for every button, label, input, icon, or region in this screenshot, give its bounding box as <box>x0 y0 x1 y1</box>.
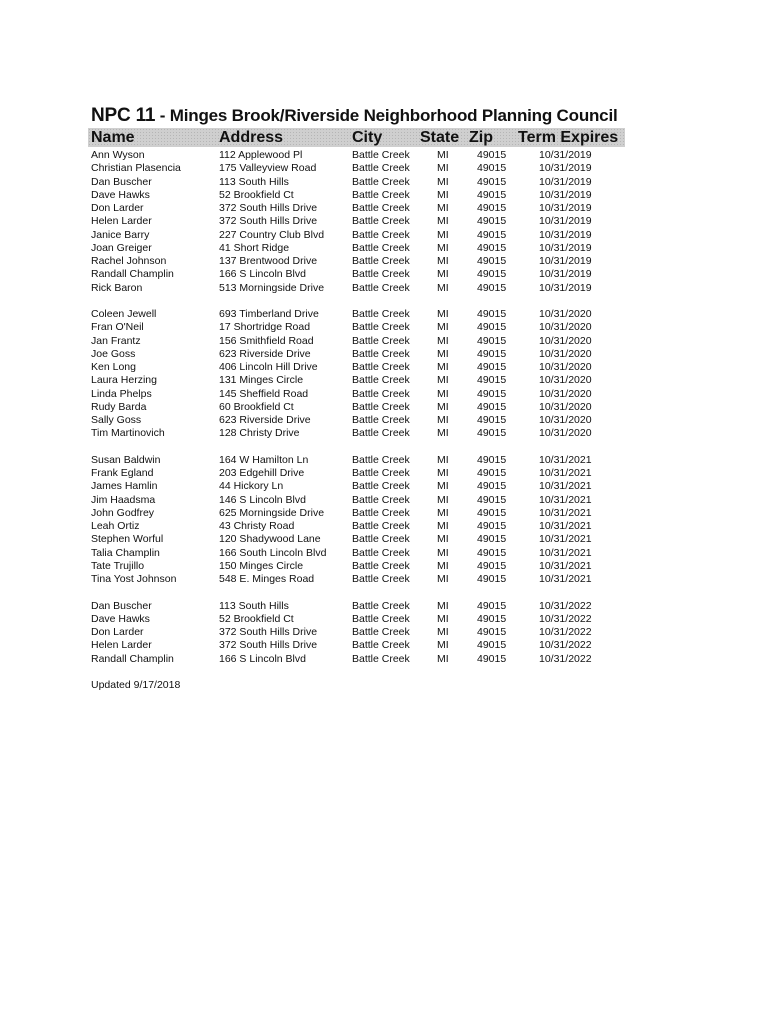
member-address: 372 South Hills Drive <box>219 626 318 638</box>
member-zip: 49015 <box>477 255 507 267</box>
member-term-expires: 10/31/2021 <box>539 520 592 532</box>
member-term-expires: 10/31/2021 <box>539 573 592 585</box>
member-name: Susan Baldwin <box>91 453 161 466</box>
table-row <box>0 229 770 242</box>
member-state: MI <box>437 533 449 546</box>
member-term-expires: 10/31/2021 <box>539 467 592 479</box>
member-zip: 49015 <box>477 215 507 228</box>
member-zip: 49015 <box>477 467 507 479</box>
member-city: Battle Creek <box>352 281 410 294</box>
member-name: Rudy Barda <box>91 400 147 413</box>
group-spacer <box>0 295 770 308</box>
member-city: Battle Creek <box>352 228 410 241</box>
table-row <box>0 268 770 281</box>
member-zip: 49015 <box>477 559 507 572</box>
member-name: Dan Buscher <box>91 599 152 612</box>
member-zip: 49015 <box>477 387 507 400</box>
column-header-address: Address <box>219 129 284 146</box>
member-address: 60 Brookfield Ct <box>219 400 294 413</box>
member-address: 623 Riverside Drive <box>219 414 311 426</box>
member-name: Frank Egland <box>91 467 154 479</box>
member-name: Christian Plasencia <box>91 162 181 175</box>
member-name: Coleen Jewell <box>91 308 157 320</box>
member-name: Don Larder <box>91 626 144 638</box>
member-address: 150 Minges Circle <box>219 559 304 572</box>
member-name: Dave Hawks <box>91 188 150 201</box>
member-state: MI <box>437 546 449 559</box>
member-term-expires: 10/31/2021 <box>539 546 592 559</box>
member-state: MI <box>437 506 449 519</box>
member-term-expires: 10/31/2020 <box>539 387 592 400</box>
member-table <box>0 149 770 666</box>
member-state: MI <box>437 559 449 572</box>
member-address: 137 Brentwood Drive <box>219 255 318 267</box>
member-name: Sally Goss <box>91 414 142 426</box>
member-term-expires: 10/31/2019 <box>539 241 592 254</box>
member-state: MI <box>437 599 449 612</box>
member-address: 113 South Hills <box>219 599 289 612</box>
member-address: 131 Minges Circle <box>219 374 304 387</box>
member-name: John Godfrey <box>91 506 155 519</box>
member-state: MI <box>437 321 449 334</box>
member-zip: 49015 <box>477 573 507 585</box>
member-city: Battle Creek <box>352 612 410 625</box>
member-zip: 49015 <box>477 361 507 373</box>
member-term-expires: 10/31/2019 <box>539 149 592 161</box>
table-row <box>0 613 770 626</box>
member-state: MI <box>437 612 449 625</box>
member-zip: 49015 <box>477 281 507 294</box>
column-header-state: State <box>420 129 460 146</box>
member-state: MI <box>437 215 449 228</box>
member-term-expires: 10/31/2019 <box>539 215 592 228</box>
member-term-expires: 10/31/2019 <box>539 202 592 214</box>
member-address: 623 Riverside Drive <box>219 347 311 360</box>
table-row <box>0 242 770 255</box>
member-zip: 49015 <box>477 533 507 546</box>
member-city: Battle Creek <box>352 255 410 267</box>
table-row <box>0 653 770 666</box>
member-name: Jim Haadsma <box>91 493 156 506</box>
member-term-expires: 10/31/2020 <box>539 347 592 360</box>
member-zip: 49015 <box>477 175 507 188</box>
member-zip: 49015 <box>477 334 507 347</box>
member-city: Battle Creek <box>352 639 410 652</box>
member-zip: 49015 <box>477 639 507 652</box>
member-state: MI <box>437 374 449 387</box>
table-row <box>0 507 770 520</box>
table-row <box>0 202 770 215</box>
member-state: MI <box>437 626 449 638</box>
member-zip: 49015 <box>477 347 507 360</box>
member-zip: 49015 <box>477 268 507 281</box>
member-state: MI <box>437 268 449 281</box>
member-address: 17 Shortridge Road <box>219 321 311 334</box>
member-state: MI <box>437 427 449 440</box>
member-city: Battle Creek <box>352 387 410 400</box>
group-spacer <box>0 441 770 454</box>
member-name: Leah Ortiz <box>91 520 140 532</box>
table-row <box>0 335 770 348</box>
member-address: 693 Timberland Drive <box>219 308 319 320</box>
member-name: Ken Long <box>91 361 136 373</box>
member-term-expires: 10/31/2020 <box>539 427 592 440</box>
council-name: Minges Brook/Riverside Neighborhood Planning Council <box>169 106 618 125</box>
member-zip: 49015 <box>477 427 507 440</box>
updated-note: Updated 9/17/2018 <box>91 679 181 691</box>
member-name: Rick Baron <box>91 281 143 294</box>
member-address: 164 W Hamilton Ln <box>219 453 309 466</box>
table-row <box>0 149 770 162</box>
member-zip: 49015 <box>477 374 507 387</box>
group-spacer <box>0 586 770 599</box>
member-term-expires: 10/31/2019 <box>539 228 592 241</box>
member-address: 44 Hickory Ln <box>219 480 284 493</box>
member-state: MI <box>437 347 449 360</box>
member-city: Battle Creek <box>352 321 410 334</box>
table-row <box>0 560 770 573</box>
member-name: Ann Wyson <box>91 149 145 161</box>
member-name: Linda Phelps <box>91 387 152 400</box>
member-city: Battle Creek <box>352 546 410 559</box>
member-city: Battle Creek <box>352 626 410 638</box>
title-separator: - <box>155 106 170 125</box>
member-term-expires: 10/31/2020 <box>539 321 592 334</box>
member-address: 52 Brookfield Ct <box>219 612 294 625</box>
member-city: Battle Creek <box>352 467 410 479</box>
table-row <box>0 494 770 507</box>
member-state: MI <box>437 255 449 267</box>
member-address: 548 E. Minges Road <box>219 573 315 585</box>
member-zip: 49015 <box>477 599 507 612</box>
member-term-expires: 10/31/2019 <box>539 255 592 267</box>
table-row <box>0 414 770 427</box>
member-term-expires: 10/31/2019 <box>539 175 592 188</box>
member-city: Battle Creek <box>352 149 410 161</box>
member-state: MI <box>437 493 449 506</box>
table-row <box>0 533 770 546</box>
member-city: Battle Creek <box>352 453 410 466</box>
member-address: 120 Shadywood Lane <box>219 533 321 546</box>
member-state: MI <box>437 467 449 479</box>
member-city: Battle Creek <box>352 374 410 387</box>
table-row <box>0 401 770 414</box>
member-zip: 49015 <box>477 546 507 559</box>
member-term-expires: 10/31/2022 <box>539 652 592 665</box>
member-state: MI <box>437 387 449 400</box>
member-address: 372 South Hills Drive <box>219 639 318 652</box>
member-name: James Hamlin <box>91 480 158 493</box>
table-row <box>0 600 770 613</box>
member-city: Battle Creek <box>352 361 410 373</box>
table-row <box>0 215 770 228</box>
member-city: Battle Creek <box>352 334 410 347</box>
member-zip: 49015 <box>477 506 507 519</box>
member-term-expires: 10/31/2021 <box>539 506 592 519</box>
member-zip: 49015 <box>477 480 507 493</box>
member-address: 112 Applewood Pl <box>219 149 303 161</box>
member-term-expires: 10/31/2020 <box>539 414 592 426</box>
member-city: Battle Creek <box>352 308 410 320</box>
member-city: Battle Creek <box>352 268 410 281</box>
member-address: 166 S Lincoln Blvd <box>219 268 306 281</box>
member-city: Battle Creek <box>352 599 410 612</box>
member-term-expires: 10/31/2022 <box>539 639 592 652</box>
member-address: 625 Morningside Drive <box>219 506 325 519</box>
table-row <box>0 282 770 295</box>
table-row <box>0 308 770 321</box>
table-row <box>0 547 770 560</box>
table-row <box>0 162 770 175</box>
member-name: Joe Goss <box>91 347 136 360</box>
member-address: 128 Christy Drive <box>219 427 300 440</box>
member-name: Joan Greiger <box>91 241 152 254</box>
member-address: 175 Valleyview Road <box>219 162 317 175</box>
column-header-zip: Zip <box>469 129 493 146</box>
member-state: MI <box>437 162 449 175</box>
table-row <box>0 176 770 189</box>
page-title <box>91 105 617 127</box>
member-state: MI <box>437 188 449 201</box>
member-city: Battle Creek <box>352 573 410 585</box>
member-zip: 49015 <box>477 520 507 532</box>
member-name: Tim Martinovich <box>91 427 165 440</box>
member-name: Talia Champlin <box>91 546 160 559</box>
column-header-term-expires: Term Expires <box>518 129 619 146</box>
member-name: Helen Larder <box>91 215 152 228</box>
member-state: MI <box>437 480 449 493</box>
member-term-expires: 10/31/2020 <box>539 374 592 387</box>
member-name: Dan Buscher <box>91 175 152 188</box>
member-name: Jan Frantz <box>91 334 141 347</box>
member-zip: 49015 <box>477 612 507 625</box>
council-number: NPC 11 <box>91 105 156 126</box>
table-row <box>0 467 770 480</box>
member-term-expires: 10/31/2022 <box>539 612 592 625</box>
member-address: 43 Christy Road <box>219 520 295 532</box>
table-row <box>0 639 770 652</box>
member-city: Battle Creek <box>352 652 410 665</box>
member-address: 156 Smithfield Road <box>219 334 314 347</box>
member-city: Battle Creek <box>352 480 410 493</box>
member-state: MI <box>437 414 449 426</box>
member-city: Battle Creek <box>352 347 410 360</box>
member-zip: 49015 <box>477 188 507 201</box>
member-address: 406 Lincoln Hill Drive <box>219 361 318 373</box>
member-city: Battle Creek <box>352 188 410 201</box>
member-term-expires: 10/31/2021 <box>539 533 592 546</box>
member-name: Fran O'Neil <box>91 321 144 334</box>
member-state: MI <box>437 308 449 320</box>
member-city: Battle Creek <box>352 520 410 532</box>
member-address: 513 Morningside Drive <box>219 281 325 294</box>
member-state: MI <box>437 334 449 347</box>
member-name: Randall Champlin <box>91 268 174 281</box>
table-row <box>0 348 770 361</box>
member-zip: 49015 <box>477 400 507 413</box>
member-term-expires: 10/31/2020 <box>539 308 592 320</box>
member-zip: 49015 <box>477 414 507 426</box>
member-term-expires: 10/31/2022 <box>539 626 592 638</box>
member-name: Helen Larder <box>91 639 152 652</box>
member-zip: 49015 <box>477 321 507 334</box>
member-city: Battle Creek <box>352 493 410 506</box>
member-zip: 49015 <box>477 453 507 466</box>
member-name: Randall Champlin <box>91 652 174 665</box>
member-name: Stephen Worful <box>91 533 164 546</box>
table-header <box>88 128 625 147</box>
member-term-expires: 10/31/2021 <box>539 493 592 506</box>
member-term-expires: 10/31/2021 <box>539 453 592 466</box>
member-zip: 49015 <box>477 626 507 638</box>
member-term-expires: 10/31/2020 <box>539 361 592 373</box>
member-address: 52 Brookfield Ct <box>219 188 294 201</box>
member-address: 372 South Hills Drive <box>219 202 318 214</box>
member-address: 372 South Hills Drive <box>219 215 318 228</box>
member-term-expires: 10/31/2019 <box>539 281 592 294</box>
member-address: 113 South Hills <box>219 175 289 188</box>
table-row <box>0 427 770 440</box>
member-term-expires: 10/31/2020 <box>539 400 592 413</box>
member-term-expires: 10/31/2019 <box>539 162 592 175</box>
member-city: Battle Creek <box>352 533 410 546</box>
member-city: Battle Creek <box>352 215 410 228</box>
table-row <box>0 189 770 202</box>
member-state: MI <box>437 520 449 532</box>
table-row <box>0 361 770 374</box>
member-term-expires: 10/31/2021 <box>539 480 592 493</box>
table-row <box>0 573 770 586</box>
member-city: Battle Creek <box>352 162 410 175</box>
member-city: Battle Creek <box>352 559 410 572</box>
table-row <box>0 454 770 467</box>
member-city: Battle Creek <box>352 400 410 413</box>
member-name: Tina Yost Johnson <box>91 573 177 585</box>
table-row <box>0 520 770 533</box>
member-name: Tate Trujillo <box>91 559 145 572</box>
member-zip: 49015 <box>477 308 507 320</box>
member-zip: 49015 <box>477 652 507 665</box>
member-state: MI <box>437 281 449 294</box>
table-row <box>0 255 770 268</box>
member-name: Janice Barry <box>91 228 150 241</box>
member-city: Battle Creek <box>352 241 410 254</box>
member-name: Rachel Johnson <box>91 255 167 267</box>
member-name: Don Larder <box>91 202 144 214</box>
member-name: Laura Herzing <box>91 374 157 387</box>
member-state: MI <box>437 639 449 652</box>
member-address: 146 S Lincoln Blvd <box>219 493 306 506</box>
member-state: MI <box>437 241 449 254</box>
member-state: MI <box>437 202 449 214</box>
member-zip: 49015 <box>477 162 507 175</box>
member-state: MI <box>437 175 449 188</box>
member-zip: 49015 <box>477 241 507 254</box>
member-zip: 49015 <box>477 149 507 161</box>
member-term-expires: 10/31/2020 <box>539 334 592 347</box>
table-row <box>0 321 770 334</box>
member-city: Battle Creek <box>352 175 410 188</box>
member-zip: 49015 <box>477 202 507 214</box>
table-row <box>0 388 770 401</box>
member-state: MI <box>437 228 449 241</box>
member-city: Battle Creek <box>352 414 410 426</box>
member-city: Battle Creek <box>352 427 410 440</box>
member-address: 203 Edgehill Drive <box>219 467 305 479</box>
member-state: MI <box>437 652 449 665</box>
member-state: MI <box>437 400 449 413</box>
table-row <box>0 626 770 639</box>
member-term-expires: 10/31/2022 <box>539 599 592 612</box>
member-term-expires: 10/31/2021 <box>539 559 592 572</box>
member-address: 166 S Lincoln Blvd <box>219 652 306 665</box>
member-state: MI <box>437 149 449 161</box>
member-city: Battle Creek <box>352 506 410 519</box>
column-header-city: City <box>352 129 383 146</box>
member-address: 227 Country Club Blvd <box>219 228 325 241</box>
member-state: MI <box>437 361 449 373</box>
member-term-expires: 10/31/2019 <box>539 268 592 281</box>
table-row <box>0 374 770 387</box>
member-address: 145 Sheffield Road <box>219 387 309 400</box>
member-state: MI <box>437 573 449 585</box>
member-name: Dave Hawks <box>91 612 150 625</box>
table-row <box>0 480 770 493</box>
member-state: MI <box>437 453 449 466</box>
member-address: 41 Short Ridge <box>219 241 290 254</box>
column-header-name: Name <box>91 129 135 146</box>
member-city: Battle Creek <box>352 202 410 214</box>
member-zip: 49015 <box>477 228 507 241</box>
member-zip: 49015 <box>477 493 507 506</box>
member-address: 166 South Lincoln Blvd <box>219 546 327 559</box>
member-term-expires: 10/31/2019 <box>539 188 592 201</box>
